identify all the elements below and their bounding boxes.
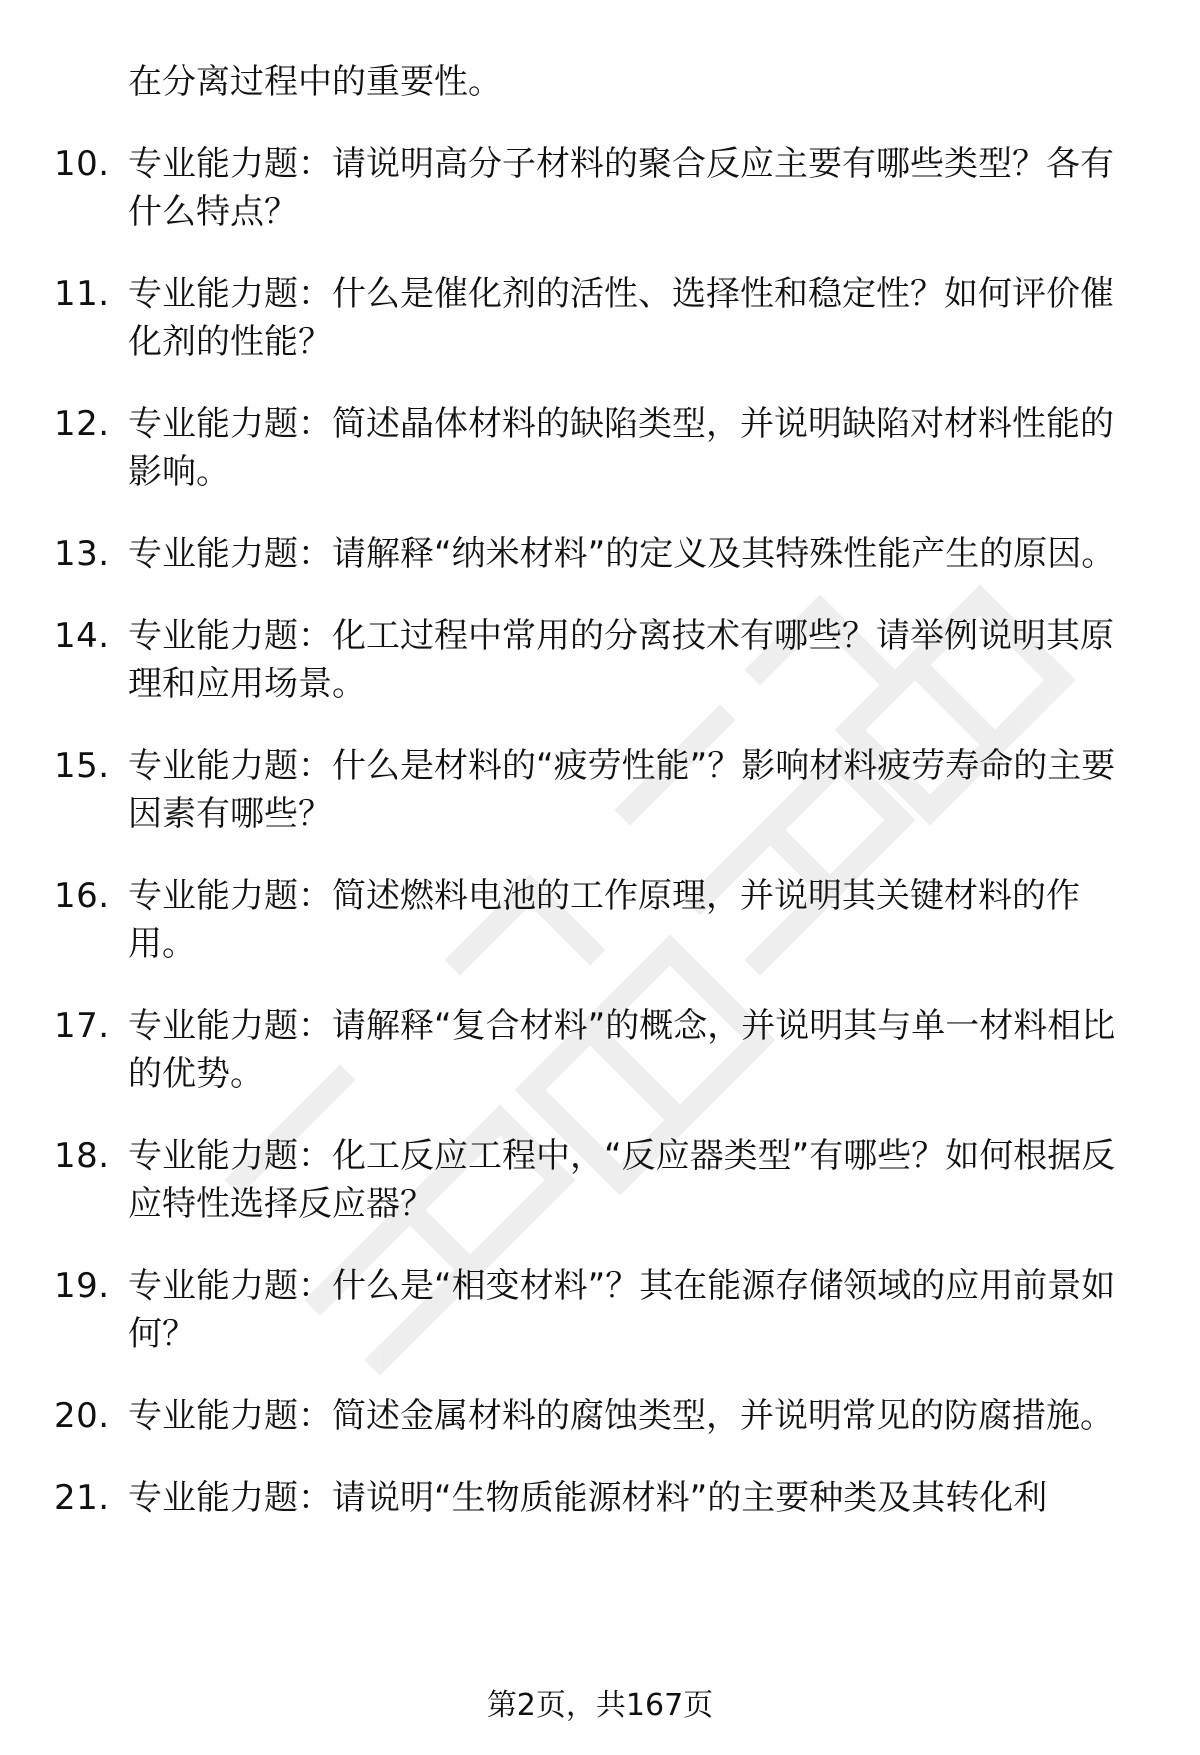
- question-item: [0, 140, 1200, 236]
- question-number: 11.: [54, 274, 110, 314]
- question-number: 21.: [54, 1478, 110, 1518]
- question-number: 15.: [54, 746, 110, 786]
- page-footer: 第2页，共167页: [486, 1688, 714, 1723]
- question-number: 18.: [54, 1136, 110, 1176]
- question-item: [0, 612, 1200, 708]
- question-item: [0, 400, 1200, 496]
- question-number: 12.: [54, 404, 110, 444]
- question-item: [0, 1132, 1200, 1228]
- question-number: 13.: [54, 534, 110, 574]
- question-number: 14.: [54, 616, 110, 656]
- question-item: [0, 1392, 1200, 1440]
- continuation-text: 在分离过程中的重要性。: [128, 62, 502, 102]
- question-text: 专业能力题：简述金属材料的腐蚀类型，并说明常见的防腐措施。: [128, 1396, 1114, 1436]
- question-number: 19.: [54, 1266, 110, 1306]
- question-text: 专业能力题：什么是催化剂的活性、选择性和稳定性？如何评价催化剂的性能？: [128, 274, 1114, 362]
- question-item: [0, 530, 1200, 578]
- question-text: 专业能力题：化工反应工程中，“反应器类型”有哪些？如何根据反应特性选择反应器？: [128, 1136, 1116, 1224]
- question-item: [0, 1002, 1200, 1098]
- question-text: 专业能力题：请解释“复合材料”的概念，并说明其与单一材料相比的优势。: [128, 1006, 1116, 1094]
- question-number: 16.: [54, 876, 110, 916]
- question-item: [0, 742, 1200, 838]
- question-text: 专业能力题：简述燃料电池的工作原理，并说明其关键材料的作用。: [128, 876, 1080, 964]
- question-text: 专业能力题：请说明高分子材料的聚合反应主要有哪些类型？各有什么特点？: [128, 144, 1114, 232]
- question-text: 专业能力题：简述晶体材料的缺陷类型，并说明缺陷对材料性能的影响。: [128, 404, 1114, 492]
- question-number: 17.: [54, 1006, 110, 1046]
- question-item: [0, 1474, 1200, 1522]
- question-text: 专业能力题：化工过程中常用的分离技术有哪些？请举例说明其原理和应用场景。: [128, 616, 1114, 704]
- question-number: 10.: [54, 144, 110, 184]
- question-text: 专业能力题：什么是“相变材料”？其在能源存储领域的应用前景如何？: [128, 1266, 1116, 1354]
- content-area: [0, 58, 1200, 1556]
- question-text: 专业能力题：请解释“纳米材料”的定义及其特殊性能产生的原因。: [128, 534, 1116, 574]
- question-list: [0, 140, 1200, 1522]
- question-number: 20.: [54, 1396, 110, 1436]
- question-item: [0, 1262, 1200, 1358]
- question-item: [0, 270, 1200, 366]
- question-text: 专业能力题：什么是材料的“疲劳性能”？影响材料疲劳寿命的主要因素有哪些？: [128, 746, 1116, 834]
- question-item: [0, 872, 1200, 968]
- question-text: 专业能力题：请说明“生物质能源材料”的主要种类及其转化利: [128, 1478, 1048, 1518]
